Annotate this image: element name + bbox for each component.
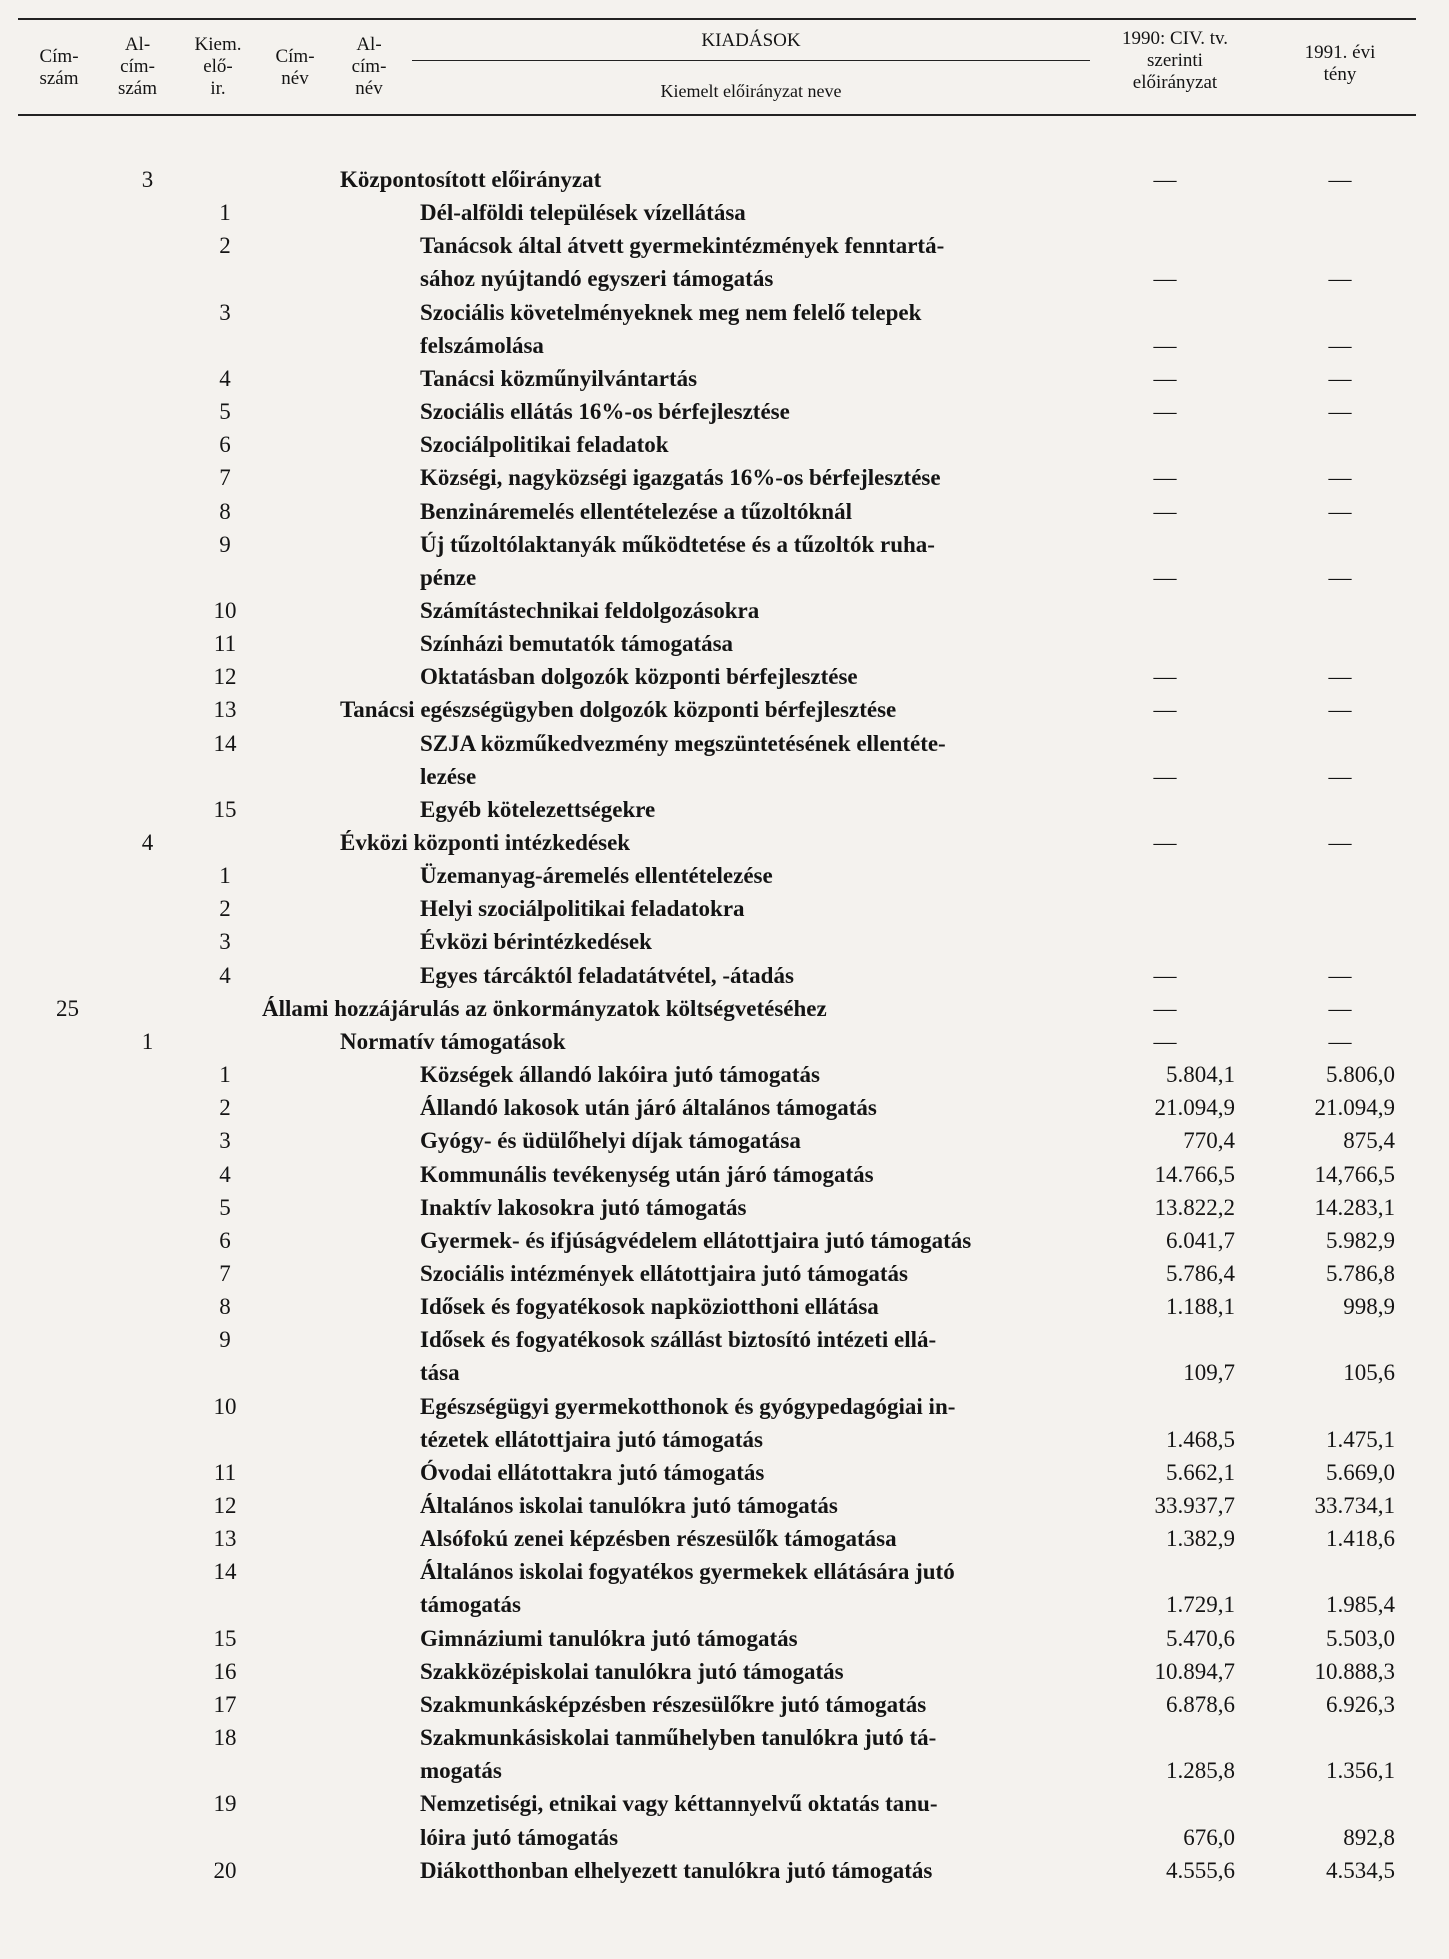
item-name-cell: Szociális követelményeknek meg nem felelő telepek xyxy=(420,299,922,325)
table-row xyxy=(0,693,1449,726)
header-1990: 1990: CIV. tv. szerinti előirányzat xyxy=(1121,28,1229,93)
kiem-eloir-cell: 1 xyxy=(219,1062,231,1088)
kiem-eloir-cell: 13 xyxy=(213,1526,237,1552)
item-name-cell: sához nyújtandó egyszeri támogatás xyxy=(420,266,774,292)
value-1991-cell: — xyxy=(1328,995,1352,1021)
value-1991-cell: 1.985,4 xyxy=(1326,1592,1395,1618)
value-1990-cell: 1.382,9 xyxy=(1166,1526,1235,1552)
value-1991-cell: 1.418,6 xyxy=(1326,1526,1395,1552)
header-bottom-rule xyxy=(18,114,1416,116)
item-name-cell: Kommunális tevékenység után járó támogatás xyxy=(420,1161,874,1187)
value-1990-cell: 5.804,1 xyxy=(1166,1062,1235,1088)
value-1991-cell: — xyxy=(1328,763,1352,789)
table-row xyxy=(0,1655,1449,1688)
item-name-cell: felszámolása xyxy=(420,332,544,358)
table-row xyxy=(0,461,1449,494)
table-row xyxy=(0,1124,1449,1157)
value-1990-cell: 14.766,5 xyxy=(1154,1161,1235,1187)
kiem-eloir-cell: 15 xyxy=(213,1625,237,1651)
alcim-szam-cell: 4 xyxy=(141,830,154,855)
value-1991-cell: 14,766,5 xyxy=(1314,1161,1395,1187)
item-name-cell: Idősek és fogyatékosok szállást biztosító intézeti ellá- xyxy=(420,1327,937,1353)
value-1991-cell: — xyxy=(1328,365,1352,391)
value-1991-cell: — xyxy=(1328,465,1352,491)
header-cim-nev: Cím- név xyxy=(275,46,315,89)
kiem-eloir-cell: 13 xyxy=(213,697,237,723)
item-name-cell: Egyéb kötelezettségekre xyxy=(420,796,656,822)
value-1991-cell: 5.982,9 xyxy=(1326,1227,1395,1253)
value-1990-cell: 4.555,6 xyxy=(1166,1857,1235,1883)
kiem-eloir-cell: 9 xyxy=(219,1327,231,1353)
table-row xyxy=(0,627,1449,660)
kiem-eloir-cell: 1 xyxy=(219,200,231,226)
alcim-szam-cell: 1 xyxy=(141,1028,154,1054)
value-1991-cell: 998,9 xyxy=(1343,1294,1395,1320)
value-1991-cell: 5.669,0 xyxy=(1326,1459,1395,1485)
table-row xyxy=(0,528,1449,561)
value-1990-cell: 6.878,6 xyxy=(1166,1691,1235,1717)
item-name-cell: Diákotthonban elhelyezett tanulókra jutó támogatás xyxy=(420,1857,933,1883)
table-row xyxy=(0,1257,1449,1290)
table-row xyxy=(0,163,1449,196)
value-1990-cell: — xyxy=(1153,498,1177,524)
table-row xyxy=(0,395,1449,428)
value-1990-cell: — xyxy=(1153,763,1177,789)
value-1991-cell: 105,6 xyxy=(1343,1360,1395,1386)
table-row xyxy=(0,925,1449,958)
item-name-cell: pénze xyxy=(420,564,477,590)
value-1990-cell: — xyxy=(1153,564,1177,590)
kiem-eloir-cell: 1 xyxy=(219,863,231,889)
table-row xyxy=(0,1390,1449,1423)
kiem-eloir-cell: 3 xyxy=(219,929,231,955)
cim-szam-cell: 25 xyxy=(56,995,79,1021)
value-1990-cell: — xyxy=(1153,830,1177,855)
table-row xyxy=(0,1754,1449,1787)
value-1990-cell: 33.937,7 xyxy=(1154,1493,1235,1518)
table-row xyxy=(0,1622,1449,1655)
value-1990-cell: — xyxy=(1153,365,1177,391)
item-name-cell: Szociális intézmények ellátottjaira jutó támogatás xyxy=(420,1260,909,1286)
table-row xyxy=(0,1191,1449,1224)
item-name-cell: Községi, nagyközségi igazgatás 16%-os bérfejlesztése xyxy=(420,465,941,491)
table-row xyxy=(0,1721,1449,1754)
kiem-eloir-cell: 17 xyxy=(213,1691,237,1717)
value-1990-cell: — xyxy=(1153,465,1177,491)
kiem-eloir-cell: 5 xyxy=(219,1194,231,1220)
value-1990-cell: 1.285,8 xyxy=(1166,1758,1235,1784)
table-row xyxy=(0,1688,1449,1721)
kiem-eloir-cell: 2 xyxy=(219,896,231,922)
kiem-eloir-cell: 14 xyxy=(213,1559,237,1585)
item-name-cell: Évközi központi intézkedések xyxy=(340,830,631,855)
item-name-cell: Általános iskolai tanulókra jutó támogatás xyxy=(420,1493,838,1518)
value-1991-cell: — xyxy=(1328,664,1352,690)
item-name-cell: Alsófokú zenei képzésben részesülők támogatása xyxy=(420,1526,897,1552)
kiem-eloir-cell: 9 xyxy=(219,531,231,557)
item-name-cell: Dél-alföldi települések vízellátása xyxy=(420,200,746,226)
value-1991-cell: 10.888,3 xyxy=(1314,1658,1395,1684)
table-row xyxy=(0,495,1449,528)
top-rule xyxy=(18,18,1416,20)
value-1990-cell: 770,4 xyxy=(1183,1128,1235,1154)
item-name-cell: SZJA közműkedvezmény megszüntetésének ellentéte- xyxy=(420,730,946,756)
header-alcim-nev: Al- cím- név xyxy=(351,34,387,99)
value-1990-cell: — xyxy=(1153,664,1177,690)
item-name-cell: Helyi szociálpolitikai feladatokra xyxy=(420,896,745,922)
value-1990-cell: — xyxy=(1153,697,1177,723)
kiem-eloir-cell: 5 xyxy=(219,399,231,425)
kiem-eloir-cell: 3 xyxy=(219,299,231,325)
table-row xyxy=(0,1356,1449,1389)
value-1990-cell: 1.729,1 xyxy=(1166,1592,1235,1618)
kiem-eloir-cell: 12 xyxy=(213,1493,237,1518)
header-kiemelt-nev: Kiemelt előirányzat neve xyxy=(660,81,842,101)
alcim-szam-cell: 3 xyxy=(141,167,154,192)
table-row xyxy=(0,793,1449,826)
value-1991-cell: — xyxy=(1328,332,1352,358)
value-1990-cell: — xyxy=(1153,962,1177,988)
kiem-eloir-cell: 14 xyxy=(213,730,237,756)
item-name-cell: Állami hozzájárulás az önkormányzatok költségvetéséhez xyxy=(262,995,827,1021)
table-row xyxy=(0,1456,1449,1489)
item-name-cell: lóira jutó támogatás xyxy=(420,1824,619,1850)
kiem-eloir-cell: 7 xyxy=(219,1260,231,1286)
kiem-eloir-cell: 4 xyxy=(219,1161,231,1187)
value-1991-cell: — xyxy=(1328,697,1352,723)
kiem-eloir-cell: 8 xyxy=(219,1294,231,1320)
value-1990-cell: 21.094,9 xyxy=(1154,1095,1235,1121)
item-name-cell: támogatás xyxy=(420,1592,521,1618)
table-row xyxy=(0,1290,1449,1323)
table-row xyxy=(0,1025,1449,1058)
kiem-eloir-cell: 7 xyxy=(219,465,231,491)
kiem-eloir-cell: 18 xyxy=(213,1725,237,1751)
value-1991-cell: 875,4 xyxy=(1343,1128,1395,1154)
table-row xyxy=(0,1323,1449,1356)
table-row xyxy=(0,992,1449,1025)
item-name-cell: tása xyxy=(420,1360,460,1386)
kiem-eloir-cell: 11 xyxy=(213,1459,237,1485)
header-kiadasok: KIADÁSOK xyxy=(701,30,801,51)
item-name-cell: Szakmunkásképzésben részesülőkre jutó támogatás xyxy=(420,1691,927,1717)
item-name-cell: Tanácsi közműnyilvántartás xyxy=(420,365,698,391)
value-1990-cell: 1.188,1 xyxy=(1166,1294,1235,1320)
value-1990-cell: 676,0 xyxy=(1183,1824,1235,1850)
item-name-cell: Szakközépiskolai tanulókra jutó támogatás xyxy=(420,1658,844,1684)
item-name-cell: Évközi bérintézkedések xyxy=(420,929,652,955)
table-row xyxy=(0,329,1449,362)
kiem-eloir-cell: 6 xyxy=(219,1227,231,1253)
item-name-cell: Üzemanyag-áremelés ellentételezése xyxy=(420,863,773,889)
value-1991-cell: 5.806,0 xyxy=(1326,1062,1395,1088)
item-name-cell: lezése xyxy=(420,763,477,789)
value-1990-cell: — xyxy=(1153,266,1177,292)
item-name-cell: tézetek ellátottjaira jutó támogatás xyxy=(420,1426,763,1452)
value-1991-cell: — xyxy=(1328,498,1352,524)
kiem-eloir-cell: 16 xyxy=(213,1658,237,1684)
table-row xyxy=(0,561,1449,594)
item-name-cell: Általános iskolai fogyatékos gyermekek ellátására jutó xyxy=(420,1559,955,1585)
value-1990-cell: — xyxy=(1153,167,1177,192)
value-1990-cell: 5.470,6 xyxy=(1166,1625,1235,1651)
table-row xyxy=(0,859,1449,892)
item-name-cell: Szociálpolitikai feladatok xyxy=(420,432,669,458)
item-name-cell: Gimnáziumi tanulókra jutó támogatás xyxy=(420,1625,798,1651)
table-row xyxy=(0,1787,1449,1820)
value-1990-cell: 109,7 xyxy=(1183,1360,1235,1386)
header-1991: 1991. évi tény xyxy=(1304,42,1376,85)
item-name-cell: Tanácsok által átvett gyermekintézmények fenntartá- xyxy=(420,233,945,259)
item-name-cell: Nemzetiségi, etnikai vagy kéttannyelvű oktatás tanu- xyxy=(420,1791,938,1817)
value-1991-cell: 892,8 xyxy=(1343,1824,1395,1850)
table-row xyxy=(0,1854,1449,1887)
value-1991-cell: 5.786,8 xyxy=(1326,1260,1395,1286)
table-row xyxy=(0,1821,1449,1854)
item-name-cell: Óvodai ellátottakra jutó támogatás xyxy=(420,1459,765,1485)
table-row xyxy=(0,296,1449,329)
kiem-eloir-cell: 2 xyxy=(219,1095,231,1121)
value-1990-cell: — xyxy=(1153,332,1177,358)
item-name-cell: Egyes tárcáktól feladatátvétel, -átadás xyxy=(420,962,794,988)
kiem-eloir-cell: 19 xyxy=(213,1791,237,1817)
kiem-eloir-cell: 3 xyxy=(219,1128,231,1154)
value-1990-cell: 10.894,7 xyxy=(1154,1658,1235,1684)
value-1991-cell: — xyxy=(1328,962,1352,988)
value-1991-cell: 21.094,9 xyxy=(1314,1095,1395,1121)
item-name-cell: Szociális ellátás 16%-os bérfejlesztése xyxy=(420,399,790,425)
item-name-cell: Tanácsi egészségügyben dolgozók központi bérfejlesztése xyxy=(340,697,897,723)
value-1990-cell: 5.786,4 xyxy=(1166,1260,1235,1286)
item-name-cell: Inaktív lakosokra jutó támogatás xyxy=(420,1194,747,1220)
table-row xyxy=(0,1224,1449,1257)
item-name-cell: Színházi bemutatók támogatása xyxy=(420,631,734,657)
item-name-cell: Gyógy- és üdülőhelyi díjak támogatása xyxy=(420,1128,801,1154)
value-1990-cell: 6.041,7 xyxy=(1166,1227,1235,1253)
table-row xyxy=(0,1158,1449,1191)
item-name-cell: Szakmunkásiskolai tanműhelyben tanulókra jutó tá- xyxy=(420,1725,937,1751)
table-row xyxy=(0,1588,1449,1621)
kiem-eloir-cell: 15 xyxy=(213,796,237,822)
item-name-cell: mogatás xyxy=(420,1758,502,1784)
value-1990-cell: 1.468,5 xyxy=(1166,1426,1235,1452)
table-row xyxy=(0,1522,1449,1555)
kiem-eloir-cell: 10 xyxy=(213,1393,237,1419)
kiem-eloir-cell: 4 xyxy=(219,962,231,988)
table-row xyxy=(0,262,1449,295)
kiem-eloir-cell: 20 xyxy=(213,1857,237,1883)
table-row xyxy=(0,660,1449,693)
item-name-cell: Benzináremelés ellentételezése a tűzoltóknál xyxy=(420,498,852,524)
table-row xyxy=(0,760,1449,793)
kiem-eloir-cell: 8 xyxy=(219,498,231,524)
value-1991-cell: — xyxy=(1328,830,1352,855)
kiem-eloir-cell: 2 xyxy=(219,233,231,259)
item-name-cell: Gyermek- és ifjúságvédelem ellátottjaira jutó támogatás xyxy=(420,1227,972,1253)
value-1991-cell: — xyxy=(1328,1028,1352,1054)
value-1990-cell: 13.822,2 xyxy=(1154,1194,1235,1220)
item-name-cell: Állandó lakosok után járó általános támogatás xyxy=(420,1095,877,1121)
table-row xyxy=(0,428,1449,461)
item-name-cell: Községek állandó lakóira jutó támogatás xyxy=(420,1062,820,1088)
value-1990-cell: — xyxy=(1153,995,1177,1021)
header-alcim-szam: Al- cím- szám xyxy=(117,34,158,99)
value-1991-cell: 1.356,1 xyxy=(1326,1758,1395,1784)
kiem-eloir-cell: 12 xyxy=(213,664,237,690)
table-row xyxy=(0,1423,1449,1456)
kiem-eloir-cell: 4 xyxy=(219,365,231,391)
item-name-cell: Számítástechnikai feldolgozásokra xyxy=(420,597,760,623)
kiem-eloir-cell: 6 xyxy=(219,432,231,458)
table-row xyxy=(0,727,1449,760)
value-1990-cell: 5.662,1 xyxy=(1166,1459,1235,1485)
table-row xyxy=(0,959,1449,992)
kiem-eloir-cell: 11 xyxy=(213,631,237,657)
value-1991-cell: 33.734,1 xyxy=(1314,1493,1395,1518)
table-row xyxy=(0,594,1449,627)
table-row xyxy=(0,1555,1449,1588)
table-row xyxy=(0,1058,1449,1091)
table-row xyxy=(0,1489,1449,1522)
value-1991-cell: 5.503,0 xyxy=(1326,1625,1395,1651)
header-cim-szam: Cím- szám xyxy=(39,46,79,89)
value-1991-cell: — xyxy=(1328,564,1352,590)
kiadasok-underline xyxy=(412,60,1090,61)
item-name-cell: Idősek és fogyatékosok napköziotthoni ellátása xyxy=(420,1294,879,1320)
value-1990-cell: — xyxy=(1153,1028,1177,1054)
table-row xyxy=(0,892,1449,925)
item-name-cell: Egészségügyi gyermekotthonok és gyógypedagógiai in- xyxy=(420,1393,956,1419)
item-name-cell: Új tűzoltólaktanyák működtetése és a tűzoltók ruha- xyxy=(420,531,935,557)
table-row xyxy=(0,1091,1449,1124)
value-1991-cell: — xyxy=(1328,399,1352,425)
table-row xyxy=(0,362,1449,395)
item-name-cell: Oktatásban dolgozók központi bérfejlesztése xyxy=(420,664,858,690)
header-kiem-eloir: Kiem. elő- ir. xyxy=(194,34,242,99)
value-1991-cell: 4.534,5 xyxy=(1326,1857,1395,1883)
value-1991-cell: 14.283,1 xyxy=(1314,1194,1395,1220)
value-1991-cell: 1.475,1 xyxy=(1326,1426,1395,1452)
item-name-cell: Központosított előirányzat xyxy=(340,167,602,192)
value-1991-cell: — xyxy=(1328,167,1352,192)
table-row xyxy=(0,229,1449,262)
value-1991-cell: 6.926,3 xyxy=(1326,1691,1395,1717)
table-row xyxy=(0,196,1449,229)
kiem-eloir-cell: 10 xyxy=(213,597,237,623)
value-1990-cell: — xyxy=(1153,399,1177,425)
value-1991-cell: — xyxy=(1328,266,1352,292)
table-row xyxy=(0,826,1449,859)
item-name-cell: Normatív támogatások xyxy=(340,1028,566,1054)
